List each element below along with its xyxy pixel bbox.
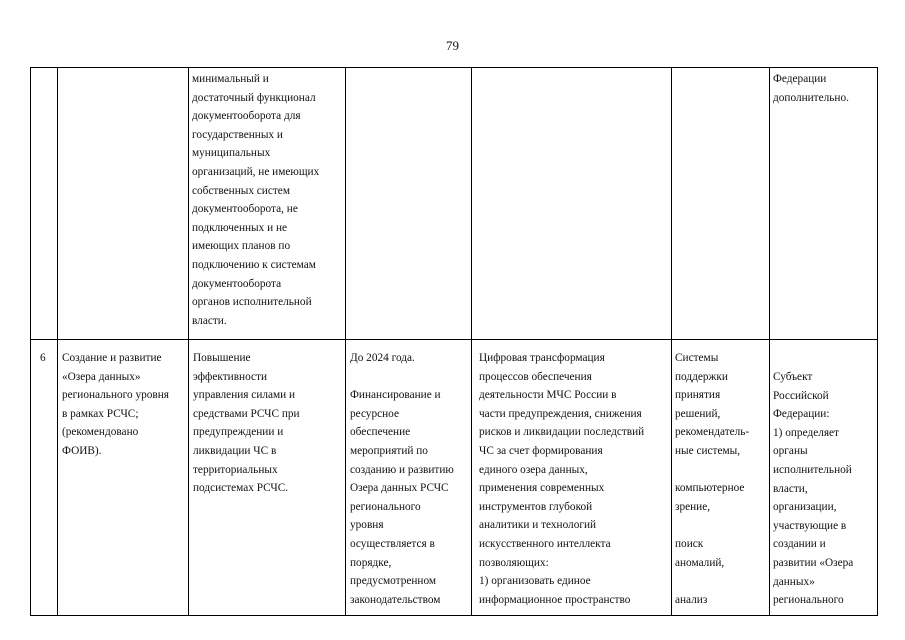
row-divider xyxy=(31,339,877,340)
row-6-description: Цифровая трансформация процессов обеспечения деятельности МЧС России в части предупреждения, снижения рисков и ликвидации последствий ЧС за счет формирования единого озера данных, применения современных инструментов глубокой аналитики и технологий искусственного интеллекта позволяющих: 1) организовать единое информационное пространство xyxy=(479,352,645,606)
page-number: 79 xyxy=(446,38,459,53)
column-divider xyxy=(345,68,346,615)
row-number: 6 xyxy=(40,352,46,364)
column-divider xyxy=(57,68,58,615)
row-6-technologies: Системы поддержки принятия решений, рекомендатель- ные системы, компьютерное зрение, поиск аномалий, анализ xyxy=(675,352,750,606)
data-table xyxy=(30,67,878,616)
row-continued-col3-text: минимальный и достаточный функционал документооборота для государственных и муниципальных организаций, не имеющих собственных систем документооборота, не подключенных и не имеющих планов по подключению к системам документооборота органов исполнительной власти. xyxy=(192,73,320,327)
column-divider xyxy=(188,68,189,615)
column-divider xyxy=(671,68,672,615)
row-6-goal: Повышение эффективности управления силами и средствами РСЧС при предупреждении и ликвидации ЧС в территориальных подсистемах РСЧС. xyxy=(193,352,300,495)
row-continued-col7-text: Федерации дополнительно. xyxy=(773,73,849,104)
row-6-name: Создание и развитие «Озера данных» регионального уровня в рамках РСЧС; (рекомендовано ФОИВ). xyxy=(62,352,169,457)
row-6-terms: До 2024 года. Финансирование и ресурсное обеспечение мероприятий по созданию и развитию Озера данных РСЧС регионального уровня осуществляется в порядке, предусмотренном законодательством xyxy=(350,352,454,606)
row-6-responsible: Субъект Российской Федерации: 1) определяет органы исполнительной власти, организации, участвующие в создании и развитии «Озера данных» регионального xyxy=(773,371,854,607)
column-divider xyxy=(471,68,472,615)
column-divider xyxy=(769,68,770,615)
